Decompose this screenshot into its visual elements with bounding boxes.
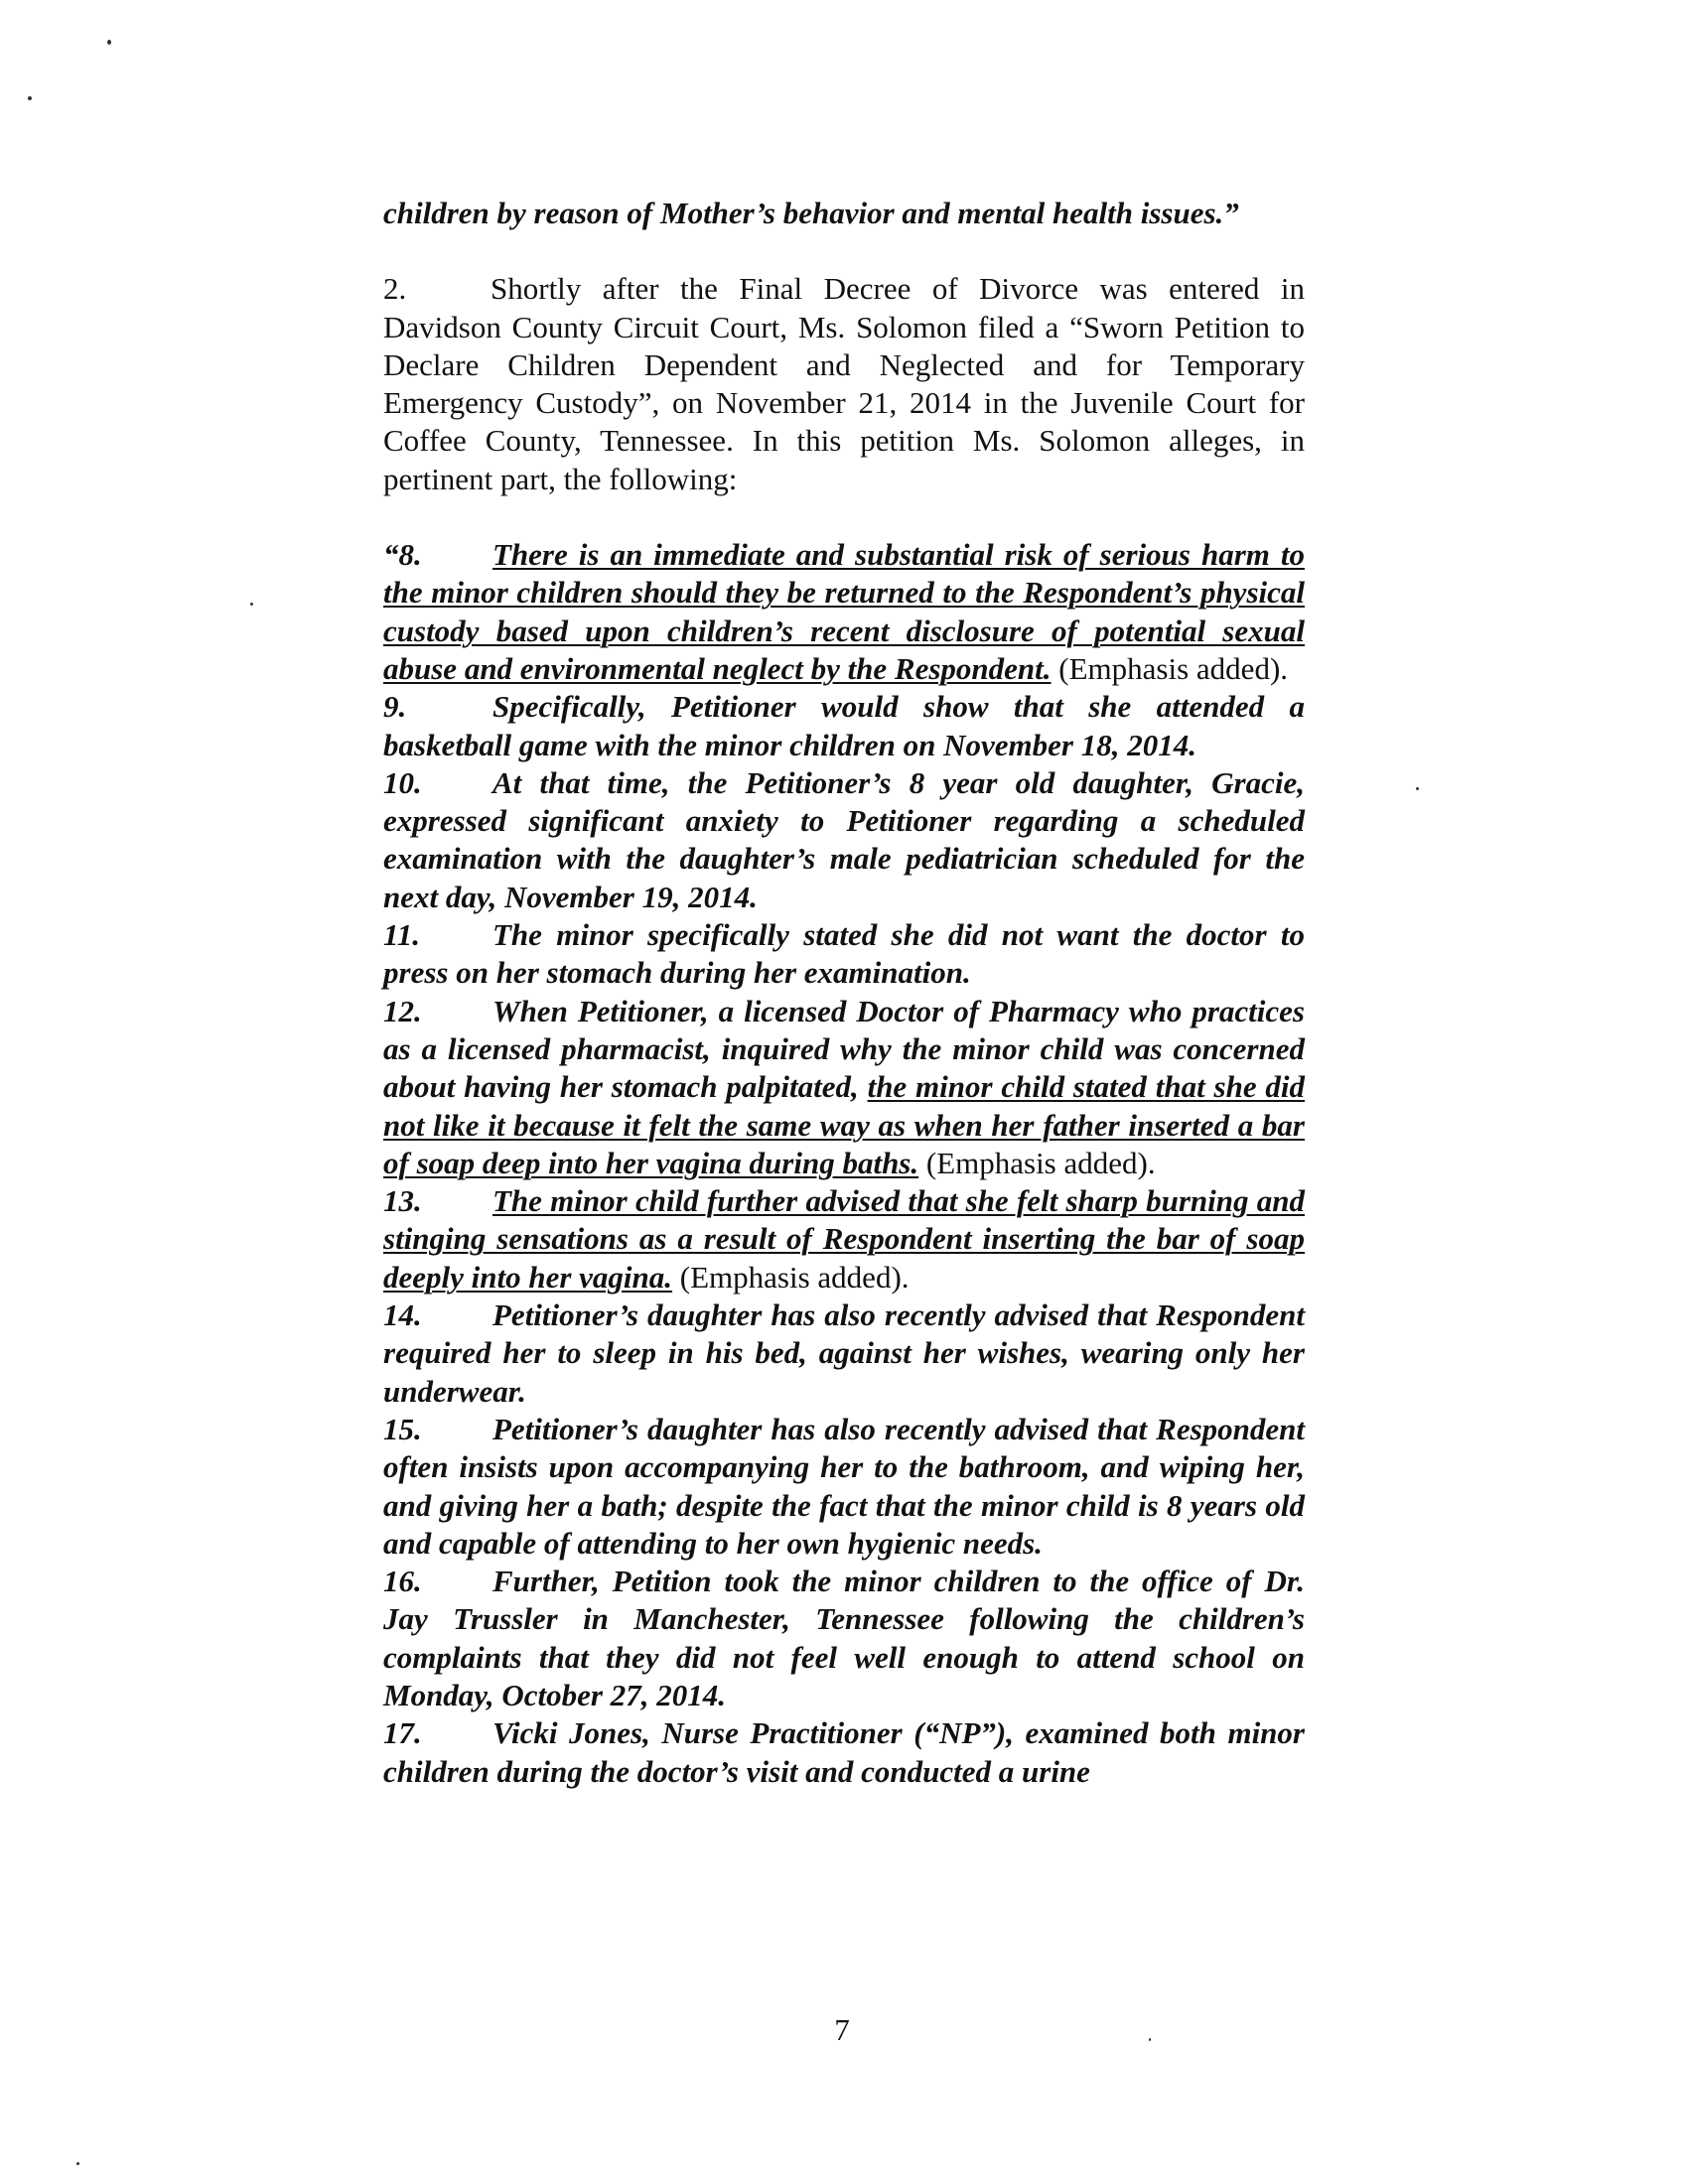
item-underlined-text: The minor child further advised that she felt sharp burning and stinging sensations as a result of Respondent inserting the bar of soap deeply into her vagina. (383, 1183, 1305, 1295)
item-number: 12. (383, 993, 422, 1028)
scan-speck (250, 603, 253, 606)
item-number: 11. (383, 917, 421, 953)
item-10 (383, 764, 1305, 916)
item-text: Specifically, Petitioner would show that she attended a basketball game with the minor children on November 18, 2014. (383, 689, 1305, 762)
item-emphasis-note: (Emphasis added). (918, 1145, 1156, 1180)
item-text: When Petitioner, a licensed Doctor of Pharmacy who practices as a licensed pharmacist, inquired why the minor child was concerned about having her stomach palpitated, (383, 993, 1305, 1105)
item-11 (383, 916, 1305, 993)
item-underlined-text: the minor child stated that she did not like it because it felt the same way as when her father inserted a bar of soap deep into her vagina during baths. (383, 1069, 1305, 1180)
opening-quote: children by reason of Mother’s behavior and mental health issues.” (383, 196, 1239, 230)
item-number: 16. (383, 1564, 422, 1599)
page-number: 7 (834, 2012, 850, 2047)
item-emphasis-note: (Emphasis added). (672, 1259, 910, 1295)
item-number: 14. (383, 1297, 422, 1333)
item-number: 15. (383, 1411, 422, 1446)
item-number: 13. (383, 1183, 422, 1219)
item-emphasis-note: (Emphasis added). (1051, 650, 1289, 686)
paragraph-2-text: Shortly after the Final Decree of Divorce was entered in Davidson County Circuit Court, Ms. Solomon filed a “Sworn Petition to Declare Children Dependent and Neglected and for Temporary Emergency Custody”, on November 21, 2014 in the Juvenile Court for Coffee County, Tennessee. In this petition Ms. Solomon alleges, in pertinent part, the following: (383, 271, 1305, 496)
item-text: Vicki Jones, Nurse Practitioner (“NP”), examined both minor children during the doctor’s visit and conducted a urine (383, 1715, 1305, 1789)
scan-speck (107, 40, 111, 45)
item-text: Petitioner’s daughter has also recently advised that Respondent often insists upon accompanying her to the bathroom, and wiping her, and giving her a bath; despite the fact that the minor child is 8 years old and capable of attending to her own hygienic needs. (383, 1411, 1305, 1561)
item-text: Petitioner’s daughter has also recently advised that Respondent required her to sleep in his bed, against her wishes, wearing only her underwear. (383, 1297, 1305, 1409)
item-number: 17. (383, 1715, 422, 1751)
item-14 (383, 1297, 1305, 1411)
item-12 (383, 993, 1305, 1182)
scan-speck (28, 96, 32, 100)
document-body (383, 195, 1305, 1791)
item-15 (383, 1411, 1305, 1563)
item-text: Further, Petition took the minor children to the office of Dr. Jay Trussler in Manchester, Tennessee following the children’s complaints that they did not feel well enough to attend school on Monday, October 27, 2014. (383, 1564, 1305, 1712)
item-9 (383, 688, 1305, 764)
item-text: The minor specifically stated she did not want the doctor to press on her stomach during her examination. (383, 917, 1305, 991)
item-number: “8. (383, 537, 422, 573)
item-underlined-text: There is an immediate and substantial risk of serious harm to the minor children should they be returned to the Respondent’s physical custody based upon children’s recent disclosure of potential sexual abuse and environmental neglect by the Respondent. (383, 537, 1305, 686)
item-13 (383, 1182, 1305, 1297)
item-16 (383, 1563, 1305, 1714)
scan-speck (1416, 787, 1419, 790)
item-number: 9. (383, 689, 407, 725)
item-number: 10. (383, 764, 422, 800)
item-8 (383, 536, 1305, 688)
item-text: At that time, the Petitioner’s 8 year old daughter, Gracie, expressed significant anxiety to Petitioner regarding a scheduled examination with the daughter’s male pediatrician scheduled for the next day, November 19, 2014. (383, 764, 1305, 914)
paragraph-2-number: 2. (383, 271, 407, 307)
paragraph-2 (383, 270, 1305, 498)
item-17 (383, 1714, 1305, 1791)
scan-speck (76, 2162, 79, 2165)
